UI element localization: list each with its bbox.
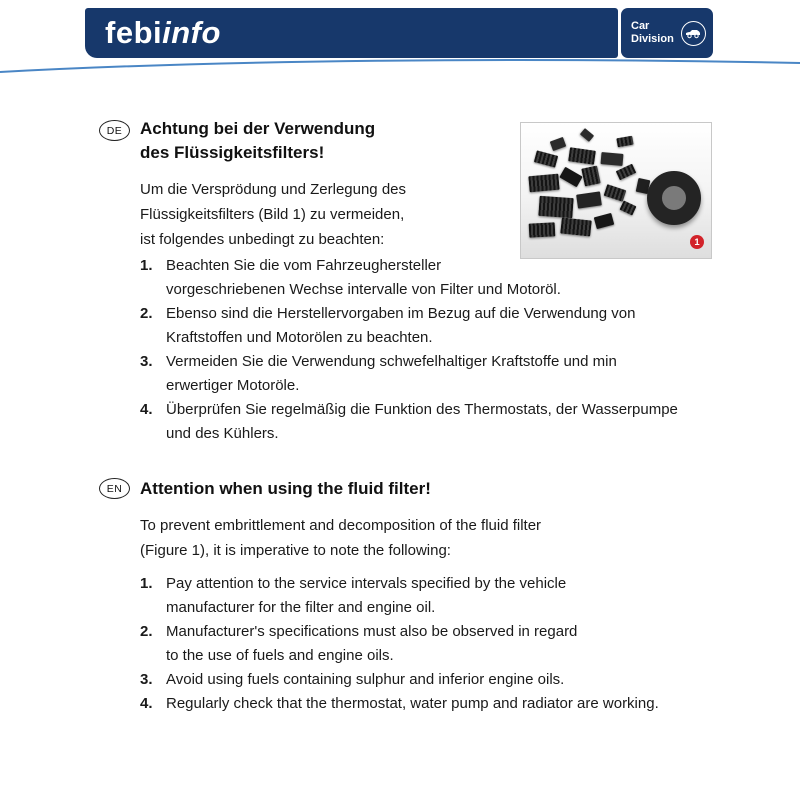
list-item xyxy=(140,302,678,350)
list-item-number: 4. xyxy=(140,401,153,418)
list-item-number: 3. xyxy=(140,671,153,688)
list-item xyxy=(140,668,659,692)
debris-piece xyxy=(538,196,573,218)
list-item-text: Überprüfen Sie regelmäßig die Funktion des Thermostats, der Wasserpumpe und des Kühlers. xyxy=(166,401,678,442)
list-item-number: 2. xyxy=(140,305,153,322)
list-item-text: Pay attention to the service intervals specified by the vehicle manufacturer for the filter and engine oil. xyxy=(166,575,567,616)
seal-ring xyxy=(647,171,701,225)
febi-info-logo xyxy=(105,15,221,51)
heading-de-line2: des Flüssigkeitsfilters! xyxy=(140,143,325,162)
list-item-number: 2. xyxy=(140,623,153,640)
debris-piece xyxy=(529,222,556,237)
figure-number-badge: 1 xyxy=(690,235,704,249)
lang-badge-en: EN xyxy=(99,478,130,499)
debris-piece xyxy=(616,164,637,181)
heading-de xyxy=(140,117,375,165)
debris-piece xyxy=(576,191,602,208)
list-item-number: 1. xyxy=(140,257,153,274)
car-division-box xyxy=(621,8,713,58)
intro-en: To prevent embrittlement and decomposition of the fluid filter (Figure 1), it is imperative to note the following: xyxy=(140,517,542,559)
figure-photo xyxy=(521,123,711,258)
debris-piece xyxy=(550,137,567,151)
debris-piece xyxy=(559,167,582,187)
heading-de-line1: Achtung bei der Verwendung xyxy=(140,119,376,138)
lang-badge-de: DE xyxy=(99,120,130,141)
debris-piece xyxy=(534,150,558,167)
car-division-label xyxy=(631,20,674,46)
header-bar xyxy=(85,8,618,58)
debris-piece xyxy=(581,166,600,187)
list-item xyxy=(140,254,678,302)
car-division-line1: Car xyxy=(631,20,650,32)
logo-febi: febi xyxy=(105,15,163,50)
list-item-text: Vermeiden Sie die Verwendung schwefelhaltiger Kraftstoffe und min erwertiger Motoröle. xyxy=(166,353,617,394)
list-item-text: Regularly check that the thermostat, water pump and radiator are working. xyxy=(166,695,659,712)
list-item-text: Manufacturer's specifications must also be observed in regard to the use of fuels and engine oils. xyxy=(166,623,578,664)
list-item-number: 3. xyxy=(140,353,153,370)
debris-piece xyxy=(616,136,633,148)
list-item-text: Beachten Sie die vom Fahrzeughersteller vorgeschriebenen Wechse intervalle von Filter und Motoröl. xyxy=(166,257,561,298)
list-item-text: Avoid using fuels containing sulphur and inferior engine oils. xyxy=(166,671,565,688)
debris-piece xyxy=(528,174,559,193)
list-item xyxy=(140,692,659,716)
debris-piece xyxy=(568,147,596,164)
list-item xyxy=(140,350,678,398)
debris-piece xyxy=(580,128,594,142)
list-en xyxy=(140,572,659,716)
debris-piece xyxy=(601,152,624,166)
logo-info: info xyxy=(162,15,221,50)
list-item xyxy=(140,620,659,668)
intro-de: Um die Versprödung und Zerlegung des Flüssigkeitsfilters (Bild 1) zu vermeiden, ist folgendes unbedingt zu beachten: xyxy=(140,181,407,248)
heading-en xyxy=(140,477,431,501)
figure-1 xyxy=(520,122,712,259)
list-de xyxy=(140,254,678,446)
debris-piece xyxy=(604,184,627,202)
debris-piece xyxy=(594,213,614,229)
debris-piece xyxy=(560,217,592,236)
debris-piece xyxy=(620,201,637,216)
list-item-text: Ebenso sind die Herstellervorgaben im Bezug auf die Verwendung von Kraftstoffen und Motorölen zu beachten. xyxy=(166,305,636,346)
heading-en-line1: Attention when using the fluid filter! xyxy=(140,479,431,498)
car-division-line2: Division xyxy=(631,33,674,45)
list-item-number: 1. xyxy=(140,575,153,592)
list-item-number: 4. xyxy=(140,695,153,712)
car-icon xyxy=(681,21,706,46)
list-item xyxy=(140,398,678,446)
list-item xyxy=(140,572,659,620)
